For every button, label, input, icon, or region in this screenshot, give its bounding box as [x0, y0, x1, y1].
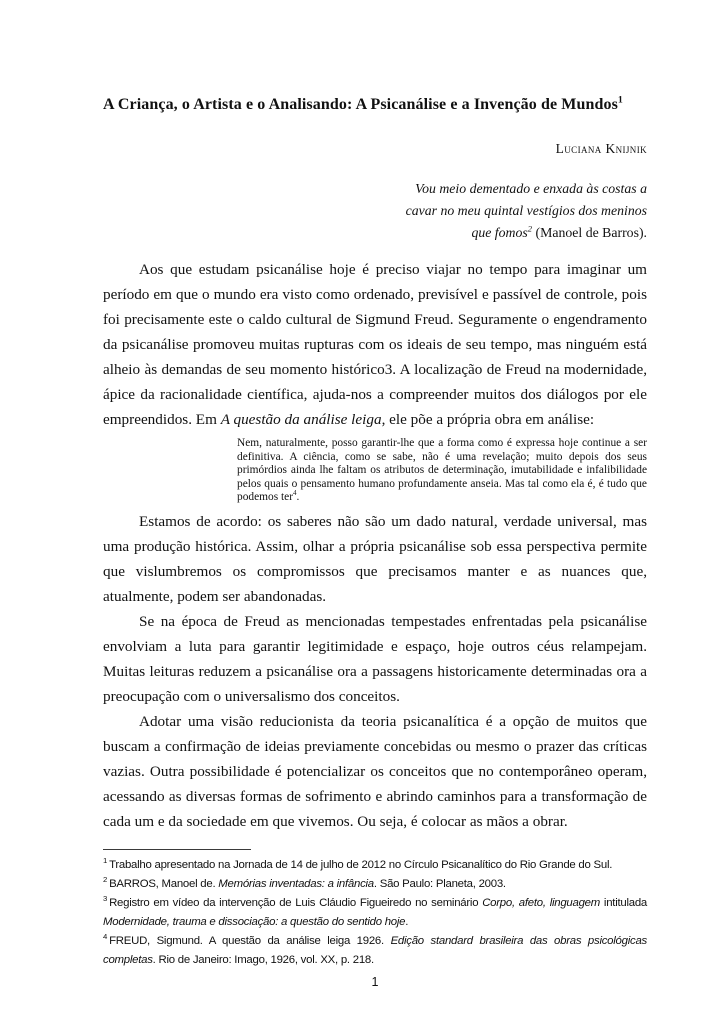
- footnote-number: 3: [103, 894, 108, 904]
- footnote-4: [103, 932, 647, 970]
- footnote-text: Trabalho apresentado na Jornada de 14 de julho de 2012 no Círculo Psicanalítico do Rio Grande do Sul.: [109, 859, 613, 871]
- paragraph-3: Se na época de Freud as mencionadas tempestades enfrentadas pela psicanálise envolviam a luta para garantir legitimidade e espaço, hoje outros céus relampejam. Muitas leituras reduzem a psicanálise ora a passagens historicamente determinadas ora a preocupação com o universalismo dos conceitos.: [103, 612, 647, 705]
- title-footnote-ref: 1: [617, 94, 623, 106]
- footnote-3: [103, 894, 647, 932]
- footnote-number: 2: [103, 875, 108, 885]
- paragraph-2: Estamos de acordo: os saberes não são um dado natural, verdade universal, mas uma produção histórica. Assim, olhar a própria psicanálise sob essa perspectiva permite que vislumbremos os compromissos que precisamos manter e as nuances que, atualmente, podem ser abandonadas.: [103, 512, 647, 605]
- block-quote: Nem, naturalmente, posso garantir-lhe que a forma como é expressa hoje continue a ser definitiva. A ciência, como se sabe, não é uma revelação; muito depois dos seus primórdios ainda lhe faltam os atributos de determinação, imutabilidade e infalibilidade pelos quais o pensamento humano profundamente anseia. Mas tal como ela é, é tudo que podemos ter$^4$.: [237, 437, 647, 503]
- epigraph-line: cavar no meu quintal vestígios dos meninos: [405, 203, 647, 218]
- footnote-separator: [103, 849, 251, 850]
- paragraph-1: Aos que estudam psicanálise hoje é preciso viajar no tempo para imaginar um período em que o mundo era visto como ordenado, previsível e passível de controle, pois foi precisamente este o caldo cultural de Sigmund Freud. Seguramente o engendramento da psicanálise promoveu muitas rupturas com os ideais de seu tempo, mas ninguém está alheio às demandas de seu momento histórico3. A localização de Freud na modernidade, ápice da racionalidade científica, ajuda-nos a compreender muitos dos diálogos por ele empreendidos. Em A questão da análise leiga, ele põe a própria obra em análise:: [103, 261, 647, 428]
- epigraph: [103, 178, 647, 244]
- epigraph-line: Vou meio dementado e enxada às costas a: [415, 181, 647, 196]
- epigraph-line: que fomos$^2$ (Manoel de Barros).: [471, 223, 647, 240]
- footnote-text: FREUD, Sigmund. A questão da análise leiga 1926. Edição standard brasileira das obras psicológicas completas. Rio de Janeiro: Imago, 1926, vol. XX, p. 218.: [103, 935, 647, 966]
- footnote-2: [103, 875, 647, 894]
- document-title-text: A Criança, o Artista e o Analisando: A Psicanálise e a Invenção de Mundos: [103, 96, 618, 113]
- footnote-1: [103, 856, 647, 875]
- document-title: [103, 96, 647, 114]
- footnote-number: 1: [103, 856, 108, 866]
- footnote-number: 4: [103, 932, 108, 942]
- page-number: 1: [371, 975, 379, 989]
- footnote-text: Registro em vídeo da intervenção de Luis Cláudio Figueiredo no seminário Corpo, afeto, linguagem intitulada Modernidade, trauma e dissociação: a questão do sentido hoje.: [103, 897, 648, 928]
- footnote-area: [103, 849, 647, 989]
- page-content: [103, 96, 647, 834]
- footnote-text: BARROS, Manoel de. Memórias inventadas: a infância. São Paulo: Planeta, 2003.: [109, 878, 506, 890]
- author-name: Luciana Knijnik: [555, 141, 647, 156]
- paragraph-4: Adotar uma visão reducionista da teoria psicanalítica é a opção de muitos que buscam a confirmação de ideias previamente concebidas ou mesmo o prazer das críticas vazias. Outra possibilidade é potencializar os conceitos que no contemporâneo operam, acessando as diversas formas de sofrimento e abrindo caminhos para a transformação de cada um e da sociedade em que vivemos. Ou seja, é colocar as mãos a obrar.: [103, 712, 647, 830]
